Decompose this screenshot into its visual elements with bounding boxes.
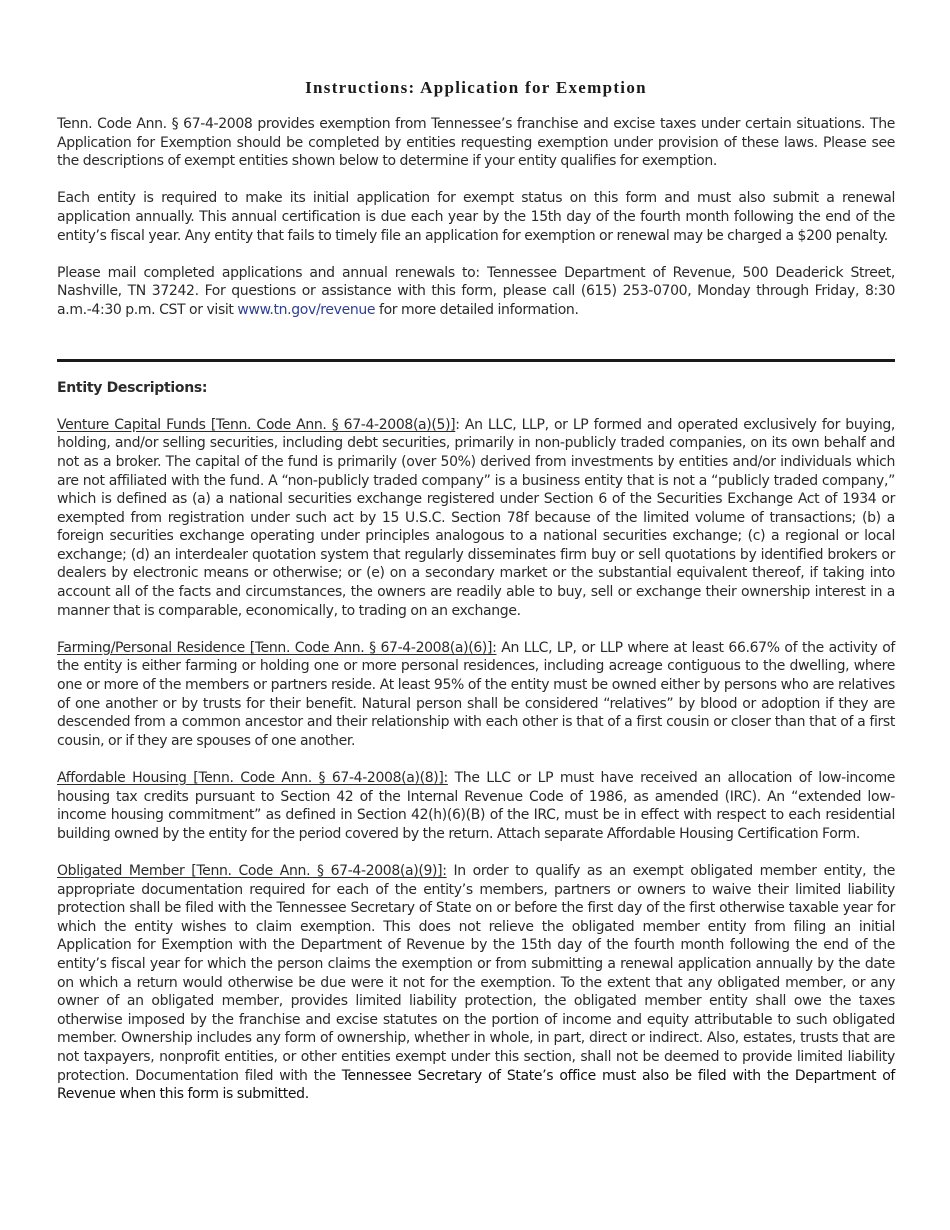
farming-residence-text: An LLC, LP, or LLP where at least 66.67% of the activity of the entity is either farming or holding one or more personal residences, including acreage contiguous to the dwelling, where one or more of the members or partners reside. At least 95% of the entity must be owned either by persons who are relatives of one another or by trusts for their benefit. Natural person shall be considered “relatives” by blood or adoption if they are descended from a common ancestor and their relationship with each other is that of a first cousin or closer than that of a first cousin, or if they are spouses of one another. (57, 639, 895, 749)
revenue-website-link[interactable]: www.tn.gov/revenue (237, 301, 376, 318)
affordable-housing-heading: Affordable Housing [Tenn. Code Ann. § 67-4-2008(a)(8)]: (57, 770, 448, 786)
entity-affordable-housing (57, 769, 895, 843)
intro-paragraph-renewal: Each entity is required to make its initial application for exempt status on this form and must also submit a renewal application annually. This annual certification is due each year by the 15th day of the fourth month following the end of the entity’s fiscal year. Any entity that fails to timely file an application for exemption or renewal may be charged a $200 penalty. (57, 190, 895, 244)
intro-paragraph-contact (57, 264, 895, 320)
obligated-member-text: In order to qualify as an exempt obligated member entity, the appropriate documentation required for each of the entity’s members, partners or owners to waive their limited liability protection shall be filed with the Tennessee Secretary of State on or before the first day of the first otherwise taxable year for which the entity wishes to claim exemption. This does not relieve the obligated member entity from filing an initial Application for Exemption with the Department of Revenue by the 15th day of the fourth month following the end of the entity’s fiscal year for which the person claims the exemption or from submitting a renewal application annually by the date on which a return would otherwise be due were it not for the exemption. To the extent that any obligated member, or any owner of an obligated member, provides limited liability protection, the obligated member entity shall owe the taxes otherwise imposed by the franchise and excise statutes on the portion of income and equity attributable to such obligated member. Ownership includes any form of ownership, whether in whole, in part, direct or indirect. Also, estates, trusts that are not taxpayers, nonprofit entities, or other entities exempt under this section, shall not be deemed to provide limited liability protection. Documentation filed with the (57, 862, 896, 1084)
entity-descriptions-heading: Entity Descriptions: (57, 379, 208, 396)
farming-residence-heading: Farming/Personal Residence [Tenn. Code Ann. § 67-4-2008(a)(6)]: (57, 639, 497, 656)
entity-farming-residence (57, 639, 895, 751)
obligated-member-text-tail: Tennessee Secretary of State’s office must also be filed with the Department of Revenue when this form is submitted. (57, 1067, 896, 1103)
obligated-member-heading: Obligated Member [Tenn. Code Ann. § 67-4-2008(a)(9)]: (57, 862, 447, 879)
contact-text: Please mail completed applications and annual renewals to: Tennessee Department of Revenue, 500 Deaderick Street, Nashville, TN 37242. For questions or assistance with this form, please call (615) 253-0700, Monday through Friday, 8:30 a.m.-4:30 p.m. CST or visit (57, 264, 895, 318)
page-title: Instructions: Application for Exemption (305, 78, 647, 97)
instructions-page (57, 78, 895, 1104)
contact-text-end: for more detailed information. (375, 301, 579, 318)
entity-venture-capital (57, 416, 895, 621)
entity-obligated-member (57, 862, 895, 1104)
venture-capital-heading: Venture Capital Funds [Tenn. Code Ann. § 67-4-2008(a)(5)] (57, 416, 456, 433)
affordable-housing-text: The LLC or LP must have received an allocation of low-income housing tax credits pursuant to Section 42 of the Internal Revenue Code of 1986, as amended (IRC). An “extended low-income housing commitment” as defined in Section 42(h)(6)(B) of the IRC, must be in effect with respect to each residential building owned by the entity for the period covered by the return. Attach separate Affordable Housing Certification Form. (57, 770, 896, 842)
intro-paragraph-statute: Tenn. Code Ann. § 67-4-2008 provides exemption from Tennessee’s franchise and excise taxes under certain situations. The Application for Exemption should be completed by entities requesting exemption under provision of these laws. Please see the descriptions of exempt entities shown below to determine if your entity qualifies for exemption. (57, 116, 895, 170)
section-divider (57, 359, 895, 362)
venture-capital-text: : An LLC, LLP, or LP formed and operated exclusively for buying, holding, and/or selling securities, including debt securities, primarily in non-publicly traded companies, on its own behalf and not as a broker. The capital of the fund is primarily (over 50%) derived from investments by entities and/or individuals which are not affiliated with the fund. A “non-publicly traded company” is a business entity that is not a “publicly traded company,” which is defined as (a) a national securities exchange registered under Section 6 of the Securities Exchange Act of 1934 or exempted from registration under such act by 15 U.S.C. Section 78f because of the limited volume of transactions; (b) a foreign securities exchange operating under principles analogous to a national securities exchange; (c) a regional or local exchange; (d) an interdealer quotation system that regularly disseminates firm buy or sell quotations by identified brokers or dealers by electronic means or otherwise; or (e) on a secondary market or the substantial equivalent thereof, if taking into account all of the facts and circumstances, the owners are readily able to buy, sell or exchange their ownership interest in a manner that is comparable, economically, to trading on an exchange. (57, 416, 895, 619)
